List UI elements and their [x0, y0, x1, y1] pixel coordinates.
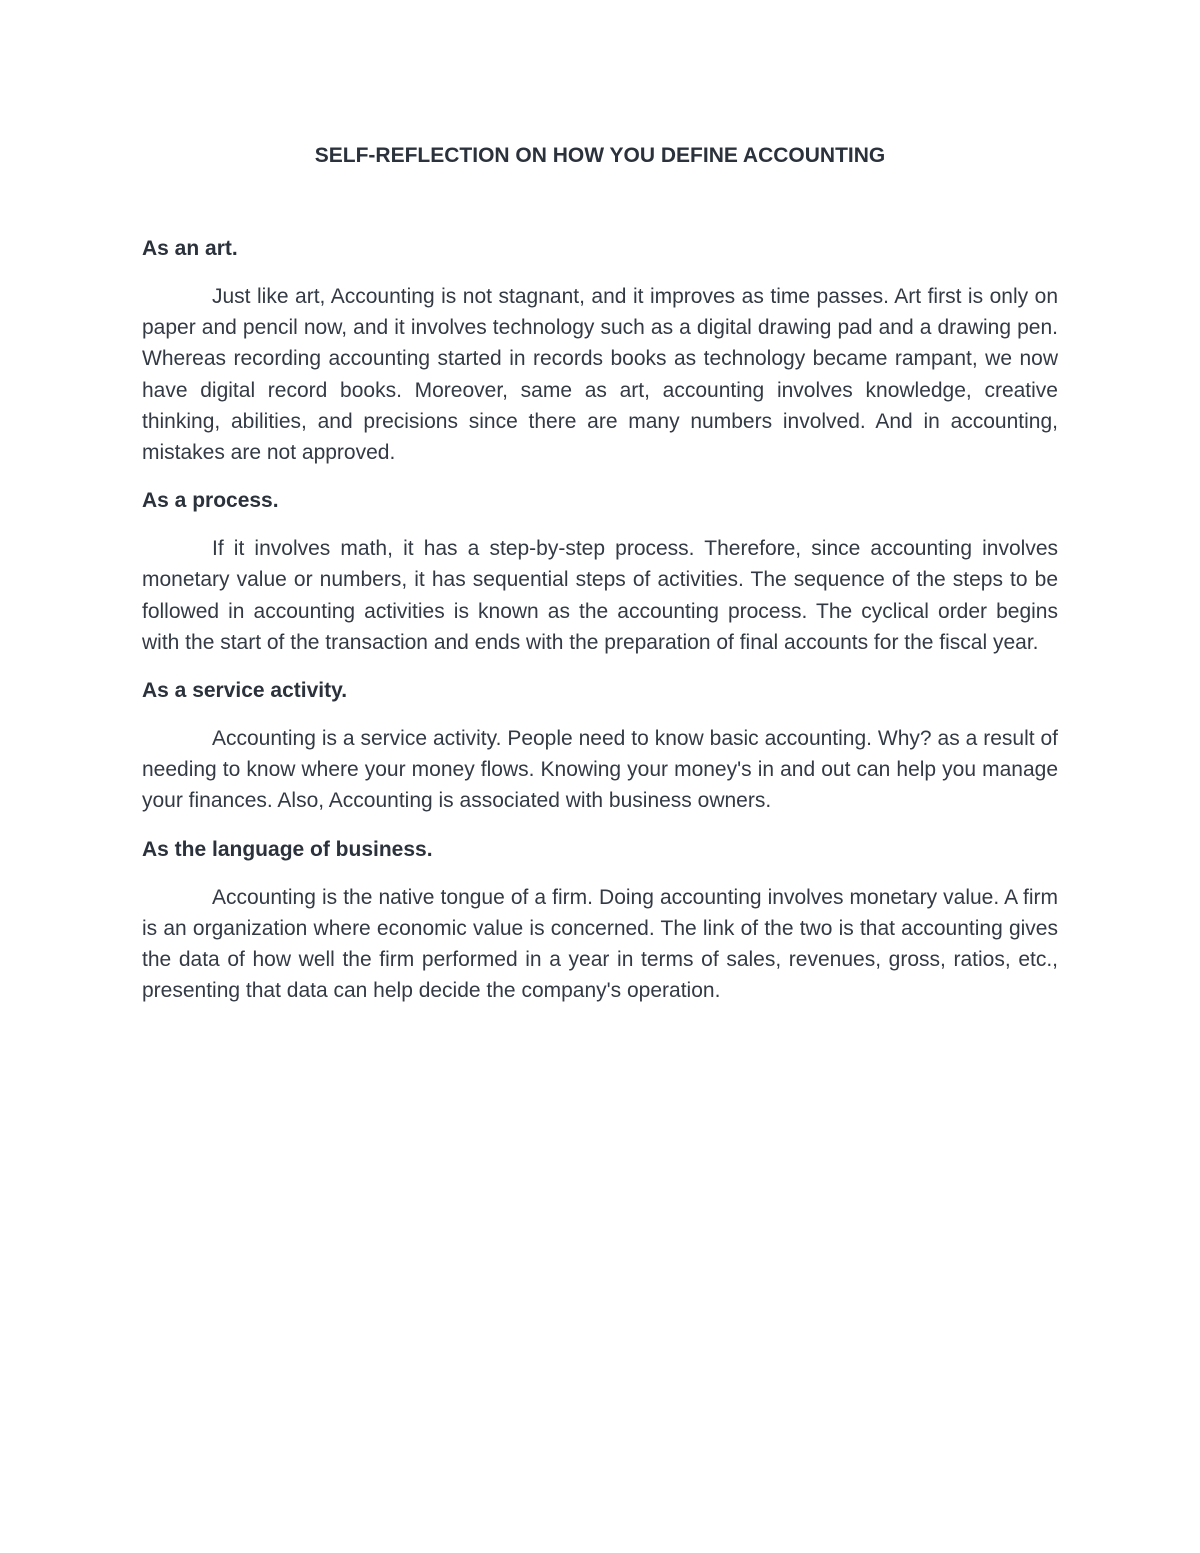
section-paragraph: If it involves math, it has a step-by-step process. Therefore, since accounting involves monetary value or numbers, it has sequential steps of activities. The sequence of the steps to be followed in accounting activities is known as the accounting process. The cyclical order begins with the start of the transaction and ends with the preparation of final accounts for the fiscal year.	[142, 537, 1058, 654]
section-paragraph: Accounting is a service activity. People need to know basic accounting. Why? as a result of needing to know where your money flows. Knowing your money's in and out can help you manage your finances. Also, Accounting is associated with business owners.	[142, 727, 1058, 813]
page-title: SELF-REFLECTION ON HOW YOU DEFINE ACCOUNTING	[314, 144, 886, 167]
section-heading: As a process.	[142, 489, 279, 513]
section-service-activity	[142, 675, 1058, 817]
section-language-of-business	[142, 834, 1058, 1007]
section-process	[142, 485, 1058, 658]
section-paragraph: Accounting is the native tongue of a firm. Doing accounting involves monetary value. A firm is an organization where economic value is concerned. The link of the two is that accounting gives the data of how well the firm performed in a year in terms of sales, revenues, gross, ratios, etc., presenting that data can help decide the company's operation.	[142, 885, 1058, 1003]
section-paragraph: Just like art, Accounting is not stagnant, and it improves as time passes. Art first is only on paper and pencil now, and it involves technology such as a digital drawing pad and a drawing pen. Whereas recording accounting started in records books as technology became rampant, we now have digital record books. Moreover, same as art, accounting involves knowledge, creative thinking, abilities, and precisions since there are many numbers involved. And in accounting, mistakes are not approved.	[142, 285, 1058, 465]
section-heading: As the language of business.	[142, 837, 433, 861]
section-art	[142, 233, 1058, 468]
document-body	[142, 233, 1058, 1023]
section-heading: As a service activity.	[142, 679, 348, 703]
section-heading: As an art.	[142, 237, 238, 260]
